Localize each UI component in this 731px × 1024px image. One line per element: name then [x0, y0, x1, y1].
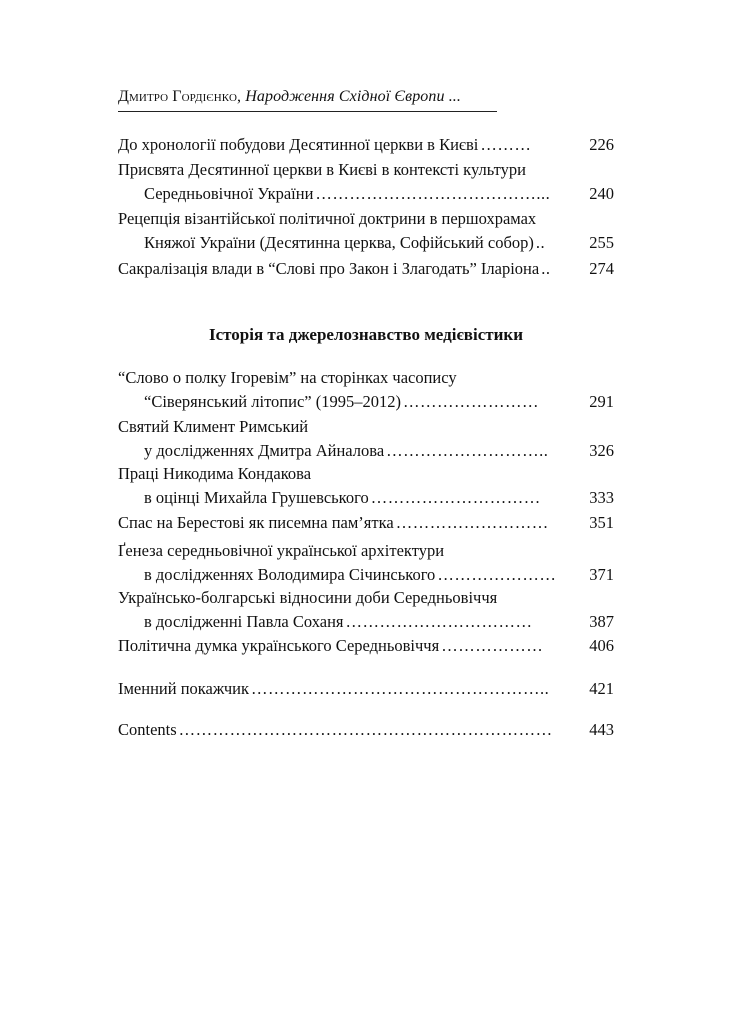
section-heading: Історія та джерелознавство медієвістики: [209, 325, 523, 344]
toc-page-number: 421: [589, 679, 614, 698]
toc-leader: …………………………: [370, 488, 541, 507]
toc-entry-title: Рецепція візантійської політичної доктрини в першохрамах: [118, 209, 537, 228]
toc-entry[interactable]: [118, 677, 614, 701]
header-author: Дмитро Гордієнко,: [118, 88, 242, 105]
toc-entry-title: Ґенеза середньовічної української архітектури: [118, 541, 445, 560]
toc-entry-title: “Слово о полку Ігоревім” на сторінках часопису: [118, 368, 457, 387]
toc-entry[interactable]: [118, 462, 614, 510]
toc-page-number: 387: [589, 612, 614, 631]
toc-page-number: 274: [589, 259, 614, 278]
toc-page-number: 443: [589, 720, 614, 739]
toc-leader: ………………………: [395, 513, 549, 532]
toc-entry-title: Українсько-болгарські відносини доби Середньовіччя: [118, 588, 498, 607]
toc-entry-title-cont: “Сіверянський літопис” (1995–2012): [144, 392, 401, 411]
toc-leader: ……………………………: [345, 612, 533, 631]
toc-leader: ..: [535, 233, 546, 252]
toc-leader: ……………………………………………..: [251, 679, 550, 698]
toc-page-number: 371: [589, 565, 614, 584]
toc-leader: …………………………………………………………: [178, 720, 553, 739]
toc-entry[interactable]: [118, 634, 614, 658]
header-rule: [118, 111, 497, 112]
toc-entry-title-cont: в оцінці Михайла Грушевського: [144, 488, 369, 507]
toc-leader: ………………………..: [386, 441, 549, 460]
toc-entry[interactable]: [118, 718, 614, 742]
toc-entry[interactable]: [118, 257, 614, 281]
toc-entry-title: Політична думка українського Середньовіччя: [118, 636, 440, 655]
toc-page-number: 326: [589, 441, 614, 460]
toc-page-number: 291: [589, 392, 614, 411]
toc-entry[interactable]: [118, 207, 614, 255]
toc-page-number: 240: [589, 184, 614, 203]
toc-entry[interactable]: [118, 539, 614, 587]
toc-entry-title-cont: в дослідженні Павла Соханя: [144, 612, 344, 631]
toc-entry[interactable]: [118, 366, 614, 414]
toc-page-number: 226: [589, 135, 614, 154]
toc-entry-title-cont: Середньовічної України: [144, 184, 314, 203]
toc-leader: …………………: [437, 565, 557, 584]
running-header: [118, 86, 614, 108]
toc-page-number: 351: [589, 513, 614, 532]
toc-entry-title-cont: Княжої України (Десятинна церква, Софійський собор): [144, 233, 534, 252]
toc-entry-title: Праці Никодима Кондакова: [118, 464, 312, 483]
toc-leader: ………: [480, 135, 532, 154]
toc-entry[interactable]: [118, 415, 614, 463]
toc-page-number: 406: [589, 636, 614, 655]
toc-entry-title: Contents: [118, 720, 177, 739]
toc-page-number: 333: [589, 488, 614, 507]
toc-entry-title: Присвята Десятинної церкви в Києві в контексті культури: [118, 160, 526, 179]
toc-leader: ………………: [441, 636, 544, 655]
toc-entry-title: Спас на Берестові як писемна пам’ятка: [118, 513, 394, 532]
toc-page-number: 255: [589, 233, 614, 252]
toc-entry[interactable]: [118, 133, 614, 157]
toc-entry[interactable]: [118, 511, 614, 535]
toc-entry-title-cont: в дослідженнях Володимира Січинського: [144, 565, 436, 584]
toc-entry[interactable]: [118, 586, 614, 634]
toc-entry[interactable]: [118, 158, 614, 206]
toc-entry-title: Сакралізація влади в “Слові про Закон і Злагодать” Іларіона: [118, 259, 540, 278]
toc-leader: ……………………: [402, 392, 539, 411]
toc-entry-title-cont: у дослідженнях Дмитра Айналова: [144, 441, 385, 460]
toc-leader: ..: [541, 259, 551, 278]
toc-entry-title: Святий Климент Римський: [118, 417, 309, 436]
header-book-title: Народження Східної Європи ...: [245, 88, 462, 105]
toc-entry-title: Іменний покажчик: [118, 679, 250, 698]
toc-entry-title: До хронології побудови Десятинної церкви в Києві: [118, 135, 479, 154]
toc-leader: …………………………………...: [315, 184, 551, 203]
